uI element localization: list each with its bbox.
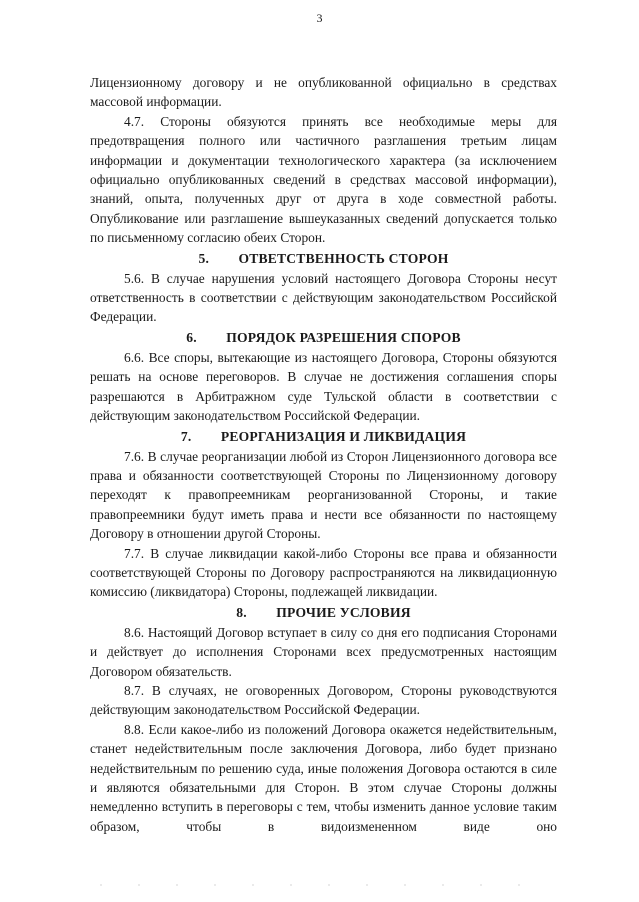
section-title: ПОРЯДОК РАЗРЕШЕНИЯ СПОРОВ: [226, 329, 461, 345]
paragraph-4-7: 4.7. Стороны обязуются принять все необходимые меры для предотвращения полного или частичного разглашения третьим лицам информации и документации технологического характера (за исключением официально опубликованных сведений в средствах массовой информации), знаний, опыта, полученных друг от друга в ходе совместной работы. Опубликование или разглашение вышеуказанных сведений допускается только по письменному согласию обеих Сторон.: [90, 113, 557, 246]
section-heading-8: [90, 602, 557, 623]
section-number: 8.: [236, 604, 247, 620]
paragraph-8-7: 8.7. В случаях, не оговоренных Договором, Стороны руководствуются действующим законодательством Российской Федерации.: [90, 682, 557, 718]
paragraph-7-6: 7.6. В случае реорганизации любой из Сторон Лицензионного договора все права и обязанности соответствующей Стороны по Лицензионному договору переходят к правопреемникам реорганизованной Стороны, и такие правопреемники будут иметь права и нести все обязанности по настоящему Договору в отношении другой Стороны.: [90, 448, 557, 542]
paragraph-8-8: 8.8. Если какое-либо из положений Договора окажется недействительным, станет недействительным после заключения Договора, либо будет признано недействительным по решению суда, иные положения Договора остаются в силе и являются обязательными для Сторон. В этом случае Стороны должны немедленно вступить в переговоры с тем, чтобы изменить данное условие таким образом, чтобы в видоизмененном виде оно: [90, 721, 557, 834]
section-number: 5.: [198, 250, 210, 266]
section-title: ПРОЧИЕ УСЛОВИЯ: [276, 604, 411, 620]
section-title: ОТВЕТСТВЕННОСТЬ СТОРОН: [238, 250, 449, 266]
paragraph-continuation: Лицензионному договору и не опубликованной официально в средствах массовой информации.: [90, 75, 557, 110]
section-number: 6.: [186, 329, 197, 345]
page-number: 3: [316, 11, 323, 25]
section-heading-5: [90, 248, 557, 269]
paragraph-7-7: 7.7. В случае ликвидации какой-либо Стороны все права и обязанности соответствующей Стороны по Договору распространяются на ликвидационную комиссию (ликвидатора) Стороны, подлежащей ликвидации.: [90, 545, 557, 600]
paragraph-6-6: 6.6. Все споры, вытекающие из настоящего Договора, Стороны обязуются решать на основе переговоров. В случае не достижения соглашения споры разрешаются в Арбитражном суде Тульской области в соответствии с действующим законодательством Российской Федерации.: [90, 349, 557, 424]
section-heading-6: [90, 327, 557, 348]
section-title: РЕОРГАНИЗАЦИЯ И ЛИКВИДАЦИЯ: [220, 428, 467, 444]
scan-artifact-line: [100, 884, 540, 886]
paragraph-5-6: 5.6. В случае нарушения условий настоящего Договора Стороны несут ответственность в соответствии с действующим законодательством Российской Федерации.: [90, 270, 557, 325]
document-body: [90, 73, 557, 836]
paragraph-8-6: 8.6. Настоящий Договор вступает в силу со дня его подписания Сторонами и действует до исполнения Сторонами всех предусмотренных настоящим Договором обязательств.: [90, 624, 557, 679]
section-number: 7.: [180, 428, 192, 444]
section-heading-7: [90, 426, 557, 447]
